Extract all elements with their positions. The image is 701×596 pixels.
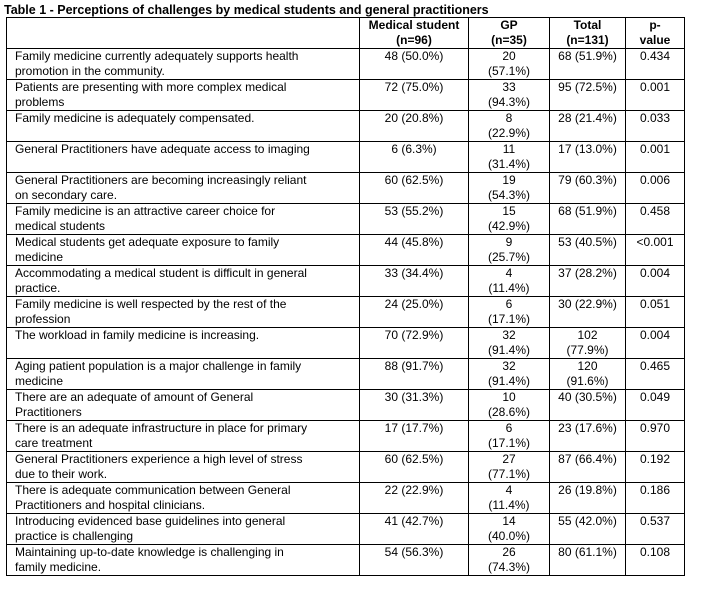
total-cell: 26 (19.8%): [550, 483, 626, 514]
gp-cell: [469, 111, 550, 142]
statement-cell: [7, 328, 360, 359]
statement-cell: [7, 545, 360, 576]
medical-student-cell: 54 (56.3%): [360, 545, 469, 576]
p-value-cell: 0.434: [626, 49, 685, 80]
table-row: [7, 204, 685, 235]
total-cell: 37 (28.2%): [550, 266, 626, 297]
total-cell: 23 (17.6%): [550, 421, 626, 452]
gp-cell: [469, 266, 550, 297]
table-row: [7, 328, 685, 359]
p-value-cell: 0.004: [626, 328, 685, 359]
statement-cell-line: Aging patient population is a major challenge in family: [15, 359, 302, 373]
p-value-cell: 0.192: [626, 452, 685, 483]
statement-cell-line: medicine: [15, 250, 64, 264]
total-cell: 28 (21.4%): [550, 111, 626, 142]
medical-student-cell: 17 (17.7%): [360, 421, 469, 452]
statement-cell-line: medical students: [15, 219, 106, 233]
gp-cell: [469, 359, 550, 390]
header-gp-n: (n=35): [491, 33, 527, 47]
statement-cell-line: on secondary care.: [15, 188, 118, 202]
medical-student-cell: 41 (42.7%): [360, 514, 469, 545]
statement-cell: [7, 421, 360, 452]
header-total: [550, 18, 626, 49]
statement-cell: [7, 452, 360, 483]
gp-cell-line: 20: [502, 49, 516, 63]
gp-cell-line: 15: [502, 204, 516, 218]
p-value-cell: 0.051: [626, 297, 685, 328]
total-cell: 30 (22.9%): [550, 297, 626, 328]
medical-student-cell: 24 (25.0%): [360, 297, 469, 328]
statement-cell-line: There is an adequate infrastructure in place for primary: [15, 421, 308, 435]
table-row: [7, 297, 685, 328]
statement-cell-line: problems: [15, 95, 65, 109]
gp-cell-line: (74.3%): [487, 560, 531, 574]
p-value-cell: 0.006: [626, 173, 685, 204]
table-row: [7, 235, 685, 266]
statement-cell-line: due to their work.: [15, 467, 108, 481]
table-title: Table 1 - Perceptions of challenges by medical students and general practitioners: [4, 3, 489, 17]
gp-cell-line: 19: [502, 173, 516, 187]
p-value-cell: <0.001: [626, 235, 685, 266]
gp-cell: [469, 235, 550, 266]
p-value-cell: 0.004: [626, 266, 685, 297]
gp-cell: [469, 328, 550, 359]
statement-cell: [7, 204, 360, 235]
statement-cell: [7, 49, 360, 80]
statement-cell: [7, 173, 360, 204]
table-row: [7, 452, 685, 483]
gp-cell: [469, 421, 550, 452]
total-cell: [550, 359, 626, 390]
gp-cell: [469, 142, 550, 173]
gp-cell-line: (31.4%): [487, 157, 531, 171]
statement-cell: [7, 142, 360, 173]
medical-student-cell: 6 (6.3%): [360, 142, 469, 173]
table-body: [7, 49, 685, 576]
gp-cell-line: 11: [502, 142, 516, 156]
statement-cell: [7, 266, 360, 297]
gp-cell: [469, 483, 550, 514]
total-cell: 87 (66.4%): [550, 452, 626, 483]
header-p-value: [626, 18, 685, 49]
medical-student-cell: 22 (22.9%): [360, 483, 469, 514]
statement-cell-line: There is adequate communication between General: [15, 483, 291, 497]
p-value-cell: 0.001: [626, 142, 685, 173]
statement-cell-line: Accommodating a medical student is difficult in general: [15, 266, 307, 280]
gp-cell: [469, 390, 550, 421]
gp-cell-line: (17.1%): [487, 436, 531, 450]
gp-cell-line: (11.4%): [488, 281, 530, 295]
gp-cell: [469, 80, 550, 111]
table-row: [7, 266, 685, 297]
statement-cell-line: General Practitioners experience a high level of stress: [15, 452, 303, 466]
table-row: [7, 514, 685, 545]
p-value-cell: 0.001: [626, 80, 685, 111]
header-total-n: (n=131): [566, 33, 609, 47]
statement-cell: [7, 390, 360, 421]
total-cell-line: 120: [577, 359, 598, 373]
total-cell: 95 (72.5%): [550, 80, 626, 111]
gp-cell-line: (94.3%): [487, 95, 531, 109]
statement-cell: [7, 483, 360, 514]
table-row: [7, 80, 685, 111]
header-medical-student-label: Medical student: [368, 18, 460, 32]
total-cell-line: 102: [577, 328, 598, 342]
total-cell: 68 (51.9%): [550, 204, 626, 235]
statement-cell-line: Family medicine currently adequately supports health: [15, 49, 299, 63]
statement-cell: [7, 80, 360, 111]
gp-cell: [469, 514, 550, 545]
header-medical-student: [360, 18, 469, 49]
gp-cell-line: (91.4%): [487, 343, 531, 357]
total-cell-line: (91.6%): [566, 374, 609, 388]
p-value-cell: 0.458: [626, 204, 685, 235]
gp-cell-line: 14: [502, 514, 516, 528]
gp-cell-line: (11.4%): [488, 498, 530, 512]
medical-student-cell: 72 (75.0%): [360, 80, 469, 111]
medical-student-cell: 70 (72.9%): [360, 328, 469, 359]
statement-cell-line: family medicine.: [15, 560, 102, 574]
p-value-cell: 0.049: [626, 390, 685, 421]
p-value-cell: 0.970: [626, 421, 685, 452]
statement-cell: [7, 359, 360, 390]
table-row: [7, 49, 685, 80]
medical-student-cell: 60 (62.5%): [360, 452, 469, 483]
statement-cell: [7, 514, 360, 545]
header-p-value-line1: p-: [649, 18, 661, 32]
gp-cell-line: (42.9%): [487, 219, 531, 233]
gp-cell-line: 6: [505, 297, 513, 311]
statement-cell: [7, 111, 360, 142]
header-row: [7, 18, 685, 49]
medical-student-cell: 20 (20.8%): [360, 111, 469, 142]
gp-cell-line: (91.4%): [487, 374, 531, 388]
header-p-value-line2: value: [639, 33, 671, 47]
statement-cell-line: profession: [15, 312, 71, 326]
table-row: [7, 483, 685, 514]
gp-cell-line: 10: [502, 390, 516, 404]
total-cell: 40 (30.5%): [550, 390, 626, 421]
total-cell: 79 (60.3%): [550, 173, 626, 204]
statement-cell-line: Maintaining up-to-date knowledge is challenging in: [15, 545, 284, 559]
gp-cell-line: (54.3%): [487, 188, 531, 202]
medical-student-cell: 33 (34.4%): [360, 266, 469, 297]
gp-cell: [469, 297, 550, 328]
gp-cell-line: 26: [502, 545, 516, 559]
table-row: [7, 111, 685, 142]
total-cell-line: (77.9%): [566, 343, 609, 357]
statement-cell-line: The workload in family medicine is increasing.: [15, 328, 260, 342]
statement-cell-line: General Practitioners are becoming increasingly reliant: [15, 173, 307, 187]
table-row: [7, 359, 685, 390]
header-gp: [469, 18, 550, 49]
p-value-cell: 0.108: [626, 545, 685, 576]
gp-cell-line: (57.1%): [487, 64, 531, 78]
gp-cell-line: 4: [505, 266, 513, 280]
header-gp-label: GP: [500, 18, 518, 32]
gp-cell-line: 32: [502, 328, 516, 342]
statement-cell-line: medicine: [15, 374, 64, 388]
statement-cell-line: practice.: [15, 281, 61, 295]
gp-cell-line: (40.0%): [487, 529, 531, 543]
gp-cell-line: 4: [505, 483, 513, 497]
gp-cell-line: (22.9%): [487, 126, 531, 140]
medical-student-cell: 44 (45.8%): [360, 235, 469, 266]
statement-cell-line: Family medicine is well respected by the rest of the: [15, 297, 287, 311]
statement-cell-line: Practitioners and hospital clinicians.: [15, 498, 206, 512]
total-cell: [550, 328, 626, 359]
gp-cell-line: (25.7%): [487, 250, 531, 264]
gp-cell-line: 33: [502, 80, 516, 94]
table-row: [7, 421, 685, 452]
total-cell: 53 (40.5%): [550, 235, 626, 266]
gp-cell-line: 32: [502, 359, 516, 373]
statement-cell-line: There are an adequate of amount of General: [15, 390, 254, 404]
p-value-cell: 0.033: [626, 111, 685, 142]
header-statement: [7, 18, 360, 49]
statement-cell-line: General Practitioners have adequate access to imaging: [15, 142, 310, 156]
statement-cell-line: Medical students get adequate exposure to family: [15, 235, 280, 249]
statement-cell-line: promotion in the community.: [15, 64, 165, 78]
total-cell: 17 (13.0%): [550, 142, 626, 173]
statement-cell-line: Family medicine is adequately compensated.: [15, 111, 255, 125]
table-row: [7, 173, 685, 204]
medical-student-cell: 48 (50.0%): [360, 49, 469, 80]
perceptions-table: [6, 17, 685, 576]
table-row: [7, 390, 685, 421]
gp-cell-line: (77.1%): [487, 467, 531, 481]
statement-cell-line: practice is challenging: [15, 529, 134, 543]
gp-cell: [469, 173, 550, 204]
header-medical-student-n: (n=96): [396, 33, 432, 47]
medical-student-cell: 60 (62.5%): [360, 173, 469, 204]
table-row: [7, 545, 685, 576]
p-value-cell: 0.465: [626, 359, 685, 390]
statement-cell-line: Patients are presenting with more complex medical: [15, 80, 287, 94]
total-cell: 55 (42.0%): [550, 514, 626, 545]
gp-cell-line: (17.1%): [487, 312, 531, 326]
gp-cell: [469, 49, 550, 80]
gp-cell-line: 27: [502, 452, 516, 466]
header-total-label: Total: [573, 18, 602, 32]
total-cell: 68 (51.9%): [550, 49, 626, 80]
table-row: [7, 142, 685, 173]
gp-cell-line: 8: [505, 111, 513, 125]
statement-cell: [7, 235, 360, 266]
gp-cell: [469, 204, 550, 235]
gp-cell-line: 6: [505, 421, 513, 435]
p-value-cell: 0.537: [626, 514, 685, 545]
statement-cell-line: Practitioners: [15, 405, 82, 419]
total-cell: 80 (61.1%): [550, 545, 626, 576]
gp-cell: [469, 545, 550, 576]
medical-student-cell: 30 (31.3%): [360, 390, 469, 421]
statement-cell: [7, 297, 360, 328]
statement-cell-line: care treatment: [15, 436, 93, 450]
medical-student-cell: 53 (55.2%): [360, 204, 469, 235]
gp-cell-line: (28.6%): [487, 405, 531, 419]
gp-cell-line: 9: [505, 235, 513, 249]
medical-student-cell: 88 (91.7%): [360, 359, 469, 390]
p-value-cell: 0.186: [626, 483, 685, 514]
statement-cell-line: Introducing evidenced base guidelines into general: [15, 514, 286, 528]
gp-cell: [469, 452, 550, 483]
statement-cell-line: Family medicine is an attractive career choice for: [15, 204, 276, 218]
